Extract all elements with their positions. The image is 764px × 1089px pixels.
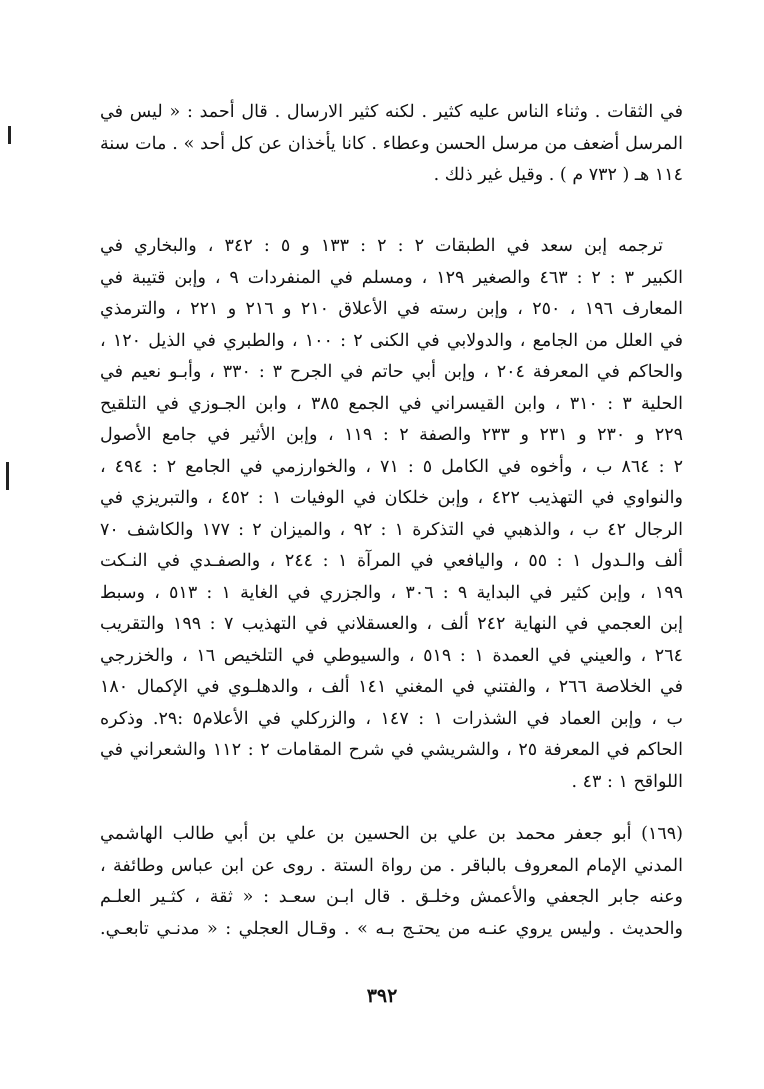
text-line: المدني الإمام المعروف بالباقر . من رواة الستة . روى عن ابن عباس وطائفة ، <box>100 855 683 876</box>
text-line: ٢٦٤ ، والعيني في العمدة ١ : ٥١٩ ، والسيوطي في التلخيص ١٦ ، والخزرجي <box>100 645 683 666</box>
text-line: في الخلاصة ٢٦٦ ، والفتني في المغني ١٤١ ألف ، والدهلـوي في الإكمال ١٨٠ <box>100 677 683 697</box>
text-line: ب ، وإبن العماد في الشذرات ١ : ١٤٧ ، والزركلي في الأعلام٥ :٢٩. وذكره <box>100 708 683 729</box>
text-line: ترجمه إبن سعد في الطبقات ٢ : ٢ : ١٣٣ و ٥ : ٣٤٢ ، والبخاري في <box>100 236 663 256</box>
text-line: والحاكم في المعرفة ٢٠٤ ، وإبن أبي حاتم في الجرح ٣ : ٣٣٠ ، وأبـو نعيم في <box>100 362 683 382</box>
text-line: ٢ : ٨٦٤ ب ، وأخوه في الكامل ٥ : ٧١ ، والخوارزمي في الجامع ٢ : ٤٩٤ ، <box>100 456 683 477</box>
paragraph-3 <box>100 819 683 945</box>
text-line: الرجال ٤٢ ب ، والذهبي في التذكرة ١ : ٩٢ ، والميزان ٢ : ١٧٧ والكاشف ٧٠ <box>100 519 683 540</box>
text-line: والحديث . وليس يروي عنـه من يحتـج بـه » . وقـال العجلي : « مدنـي تابعـي. <box>100 918 683 939</box>
text-line: وعنه جابر الجعفي والأعمش وخلـق . قال ابـن سعـد : « ثقة ، كثـير العلـم <box>100 887 683 907</box>
text-line: والنواوي في التهذيب ٤٢٢ ، وإبن خلكان في الوفيات ١ : ٤٥٢ ، والتبريزي في <box>100 488 683 508</box>
page-number: ٣٩٢ <box>366 985 398 1007</box>
text-line: الحاكم في المعرفة ٢٥ ، والشريشي في شرح المقامات ٢ : ١١٢ والشعراني في <box>100 740 683 760</box>
text-line: إبن العجمي في النهاية ٢٤٢ ألف ، والعسقلاني في التهذيب ٧ : ١٩٩ والتقريب <box>100 614 683 634</box>
text-line: في العلل من الجامع ، والدولابي في الكنى ٢ : ١٠٠ ، والطبري في الذيل ١٢٠ ، <box>100 330 683 351</box>
text-line: (١٦٩) أبو جعفر محمد بن علي بن الحسين بن علي بن أبي طالب الهاشمي <box>100 824 683 844</box>
text-line: في الثقات . وثناء الناس عليه كثير . لكنه كثير الارسال . قال أحمد : « ليس في <box>100 102 683 122</box>
text-line: المعارف ١٩٦ ، ٢٥٠ ، وإبن رسته في الأعلاق ٢١٠ و ٢١٦ و ٢٢١ ، والترمذي <box>100 299 683 319</box>
text-line: المرسل أضعف من مرسل الحسن وعطاء . كانا يأخذان عن كل أحد » . مات سنة <box>100 133 683 154</box>
binding-mark-middle <box>6 462 9 490</box>
text-line: الكبير ٣ : ٢ : ٤٦٣ والصغير ١٢٩ ، ومسلم في المنفردات ٩ ، وإبن قتيبة في <box>100 267 683 288</box>
text-line: الحلية ٣ : ٣١٠ ، وابن القيسراني في الجمع ٣٨٥ ، وابن الجـوزي في التلقيح <box>100 393 683 414</box>
text-line: ألف والـدول ١ : ٥٥ ، واليافعي في المرآة ١ : ٢٤٤ ، والصفـدي في النـكت <box>100 551 683 571</box>
text-line: ١١٤ هـ ( ٧٣٢ م ) . وقيل غير ذلك . <box>433 165 683 185</box>
text-line: اللواقح ١ : ٤٣ . <box>571 771 683 792</box>
text-line: ١٩٩ ، وإبن كثير في البداية ٩ : ٣٠٦ ، والجزري في الغاية ١ : ٥١٣ ، وسبط <box>100 582 683 603</box>
paragraph-2 <box>100 231 683 798</box>
paragraph-1 <box>100 97 683 192</box>
binding-mark-top <box>8 126 11 144</box>
text-line: ٢٢٩ و ٢٣٠ و ٢٣١ و ٢٣٣ والصفة ٢ : ١١٩ ، وإبن الأثير في جامع الأصول <box>100 425 683 445</box>
